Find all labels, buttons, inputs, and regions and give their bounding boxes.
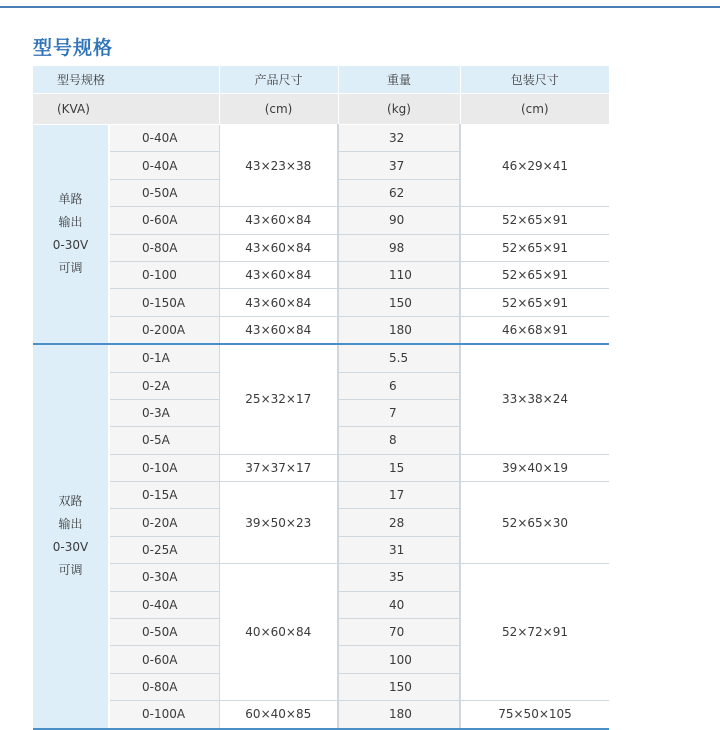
- weight-cell: 110: [338, 261, 460, 288]
- model-cell: 0-100A: [109, 701, 219, 729]
- table-row: [33, 564, 609, 591]
- model-cell: 0-100: [109, 261, 219, 288]
- table-row: [33, 701, 609, 729]
- weight-cell: 31: [338, 536, 460, 563]
- table-row: [33, 207, 609, 234]
- group-label-line: 单路: [58, 192, 83, 207]
- weight-cell: 5.5: [338, 344, 460, 372]
- group-label-line: 可调: [58, 261, 83, 276]
- model-cell: 0-60A: [109, 646, 219, 673]
- model-cell: 0-200A: [109, 316, 219, 344]
- model-cell: 0-50A: [109, 179, 219, 206]
- table-row: [33, 454, 609, 481]
- weight-cell: 98: [338, 234, 460, 261]
- size-cell: 43×60×84: [219, 234, 338, 261]
- package-cell: 52×65×30: [460, 482, 609, 564]
- model-cell: 0-40A: [109, 591, 219, 618]
- package-cell: 75×50×105: [460, 701, 609, 729]
- size-cell: 43×60×84: [219, 289, 338, 316]
- unit-weight: (kg): [338, 94, 460, 125]
- weight-cell: 150: [338, 289, 460, 316]
- header-weight: 重量: [338, 66, 460, 94]
- unit-model: (KVA): [33, 94, 219, 125]
- weight-cell: 28: [338, 509, 460, 536]
- package-cell: 46×29×41: [460, 125, 609, 207]
- weight-cell: 62: [338, 179, 460, 206]
- model-cell: 0-80A: [109, 234, 219, 261]
- group-label-dual: [33, 344, 109, 728]
- weight-cell: 90: [338, 207, 460, 234]
- table-row: [33, 289, 609, 316]
- model-cell: 0-30A: [109, 564, 219, 591]
- package-cell: 52×65×91: [460, 261, 609, 288]
- weight-cell: 7: [338, 399, 460, 426]
- size-cell: 43×60×84: [219, 207, 338, 234]
- weight-cell: 17: [338, 482, 460, 509]
- weight-cell: 15: [338, 454, 460, 481]
- weight-cell: 8: [338, 427, 460, 454]
- spec-table: [33, 66, 609, 730]
- model-cell: 0-25A: [109, 536, 219, 563]
- package-cell: 52×65×91: [460, 289, 609, 316]
- size-cell: 25×32×17: [219, 344, 338, 454]
- model-cell: 0-5A: [109, 427, 219, 454]
- group-label-line: 可调: [58, 563, 83, 578]
- table-row: [33, 344, 609, 372]
- size-cell: 43×23×38: [219, 125, 338, 207]
- header-model: 型号规格: [33, 66, 219, 94]
- model-cell: 0-60A: [109, 207, 219, 234]
- model-cell: 0-50A: [109, 619, 219, 646]
- group-label-line: 双路: [58, 494, 83, 509]
- header-row: [33, 66, 609, 94]
- model-cell: 0-20A: [109, 509, 219, 536]
- package-cell: 52×65×91: [460, 207, 609, 234]
- table-row: [33, 316, 609, 344]
- header-size: 产品尺寸: [219, 66, 338, 94]
- weight-cell: 6: [338, 372, 460, 399]
- table-row: [33, 234, 609, 261]
- package-cell: 52×72×91: [460, 564, 609, 701]
- size-cell: 40×60×84: [219, 564, 338, 701]
- weight-cell: 180: [338, 701, 460, 729]
- weight-cell: 32: [338, 125, 460, 152]
- header-package: 包装尺寸: [460, 66, 609, 94]
- model-cell: 0-80A: [109, 673, 219, 700]
- page-title: 型号规格: [33, 37, 114, 59]
- size-cell: 43×60×84: [219, 316, 338, 344]
- weight-cell: 37: [338, 152, 460, 179]
- top-rule: [0, 6, 720, 8]
- model-cell: 0-40A: [109, 125, 219, 152]
- unit-package: (cm): [460, 94, 609, 125]
- size-cell: 60×40×85: [219, 701, 338, 729]
- unit-row: [33, 94, 609, 125]
- model-cell: 0-3A: [109, 399, 219, 426]
- group-label-line: 0-30V: [52, 238, 89, 253]
- package-cell: 33×38×24: [460, 344, 609, 454]
- weight-cell: 70: [338, 619, 460, 646]
- group-label-single: [33, 125, 109, 345]
- package-cell: 39×40×19: [460, 454, 609, 481]
- table-row: [33, 482, 609, 509]
- group-label-line: 输出: [58, 215, 83, 230]
- table-row: [33, 125, 609, 152]
- unit-size: (cm): [219, 94, 338, 125]
- package-cell: 52×65×91: [460, 234, 609, 261]
- model-cell: 0-1A: [109, 344, 219, 372]
- model-cell: 0-15A: [109, 482, 219, 509]
- size-cell: 39×50×23: [219, 482, 338, 564]
- size-cell: 37×37×17: [219, 454, 338, 481]
- size-cell: 43×60×84: [219, 261, 338, 288]
- weight-cell: 180: [338, 316, 460, 344]
- package-cell: 46×68×91: [460, 316, 609, 344]
- table-row: [33, 261, 609, 288]
- group-label-line: 输出: [58, 517, 83, 532]
- model-cell: 0-150A: [109, 289, 219, 316]
- weight-cell: 35: [338, 564, 460, 591]
- model-cell: 0-2A: [109, 372, 219, 399]
- model-cell: 0-40A: [109, 152, 219, 179]
- weight-cell: 150: [338, 673, 460, 700]
- group-label-line: 0-30V: [52, 540, 89, 555]
- model-cell: 0-10A: [109, 454, 219, 481]
- weight-cell: 40: [338, 591, 460, 618]
- weight-cell: 100: [338, 646, 460, 673]
